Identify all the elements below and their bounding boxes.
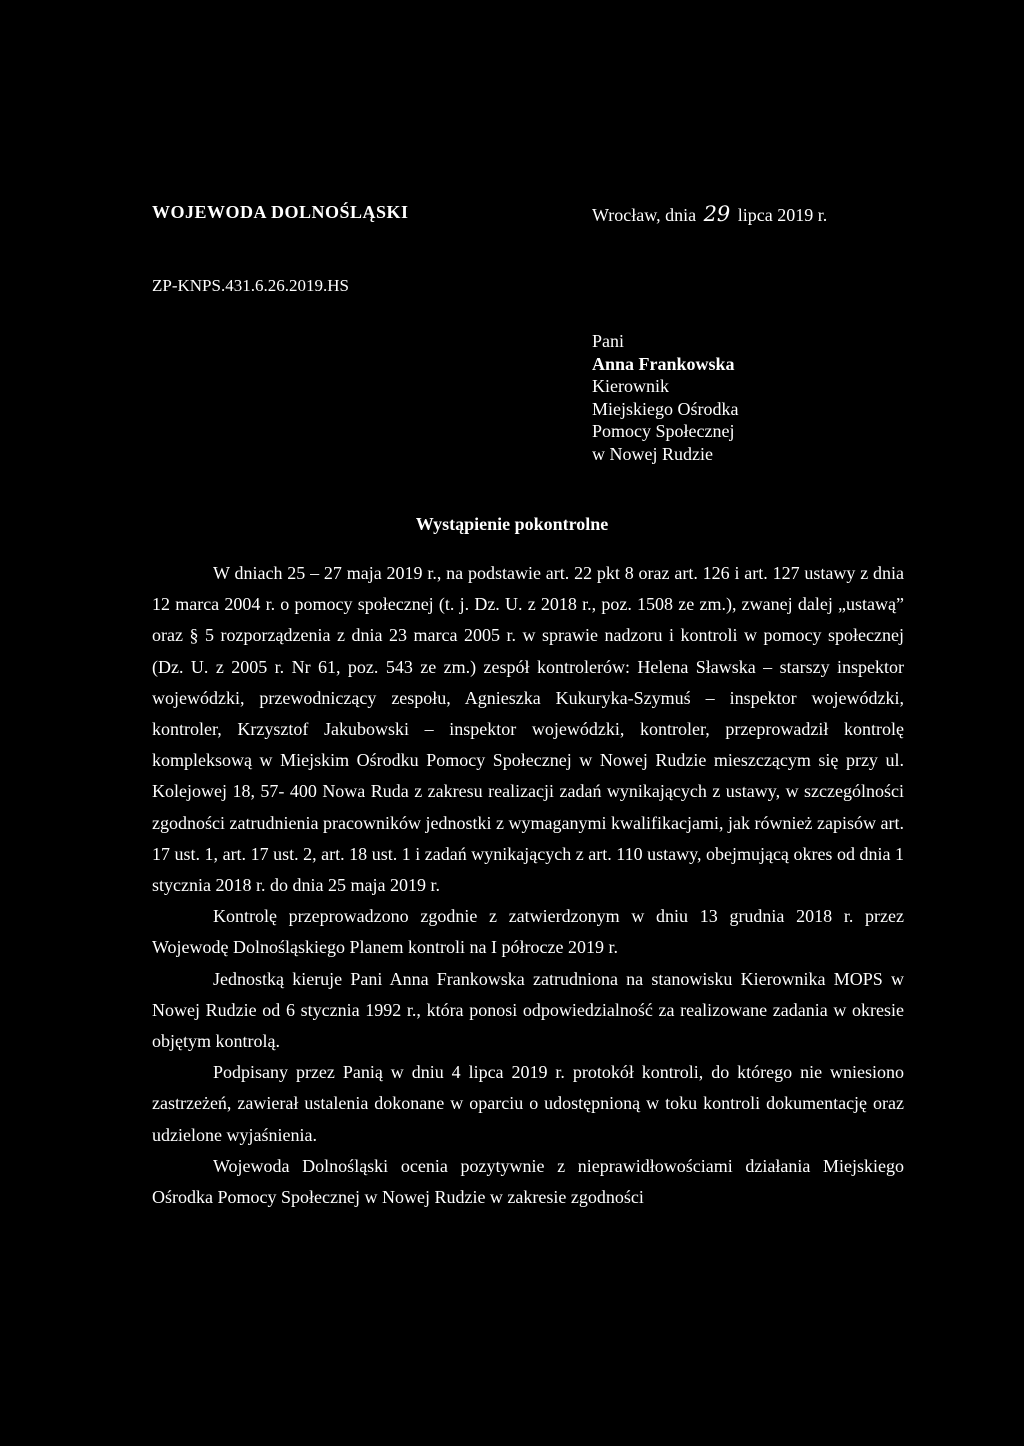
body-paragraph: Wojewoda Dolnośląski ocenia pozytywnie z nieprawidłowościami działania Miejskiego Ośrodka Pomocy Społecznej w Nowej Rudzie w zakresie zgodności (152, 1155, 904, 1208)
addressee-line: Pomocy Społecznej (592, 421, 735, 441)
handwritten-day: 29 (703, 202, 731, 226)
addressee-salutation: Pani (592, 331, 625, 351)
addressee-block (592, 330, 738, 465)
body-paragraph: Jednostką kieruje Pani Anna Frankowska zatrudniona na stanowisku Kierownika MOPS w Nowej Rudzie od 6 stycznia 1992 r., która ponosi odpowiedzialność za realizowane zadania w okresie objętym kontrolą. (152, 968, 904, 1052)
body-paragraph: Kontrolę przeprowadzono zgodnie z zatwierdzonym w dniu 13 grudnia 2018 r. przez Wojewodę Dolnośląskiego Planem kontroli na I półrocze 2019 r. (152, 906, 904, 958)
body-paragraph: W dniach 25 – 27 maja 2019 r., na podstawie art. 22 pkt 8 oraz art. 126 i art. 127 ustawy z dnia 12 marca 2004 r. o pomocy społecznej (t. j. Dz. U. z 2018 r., poz. 1508 ze zm.), zwanej dalej „ustawą” oraz § 5 rozporządzenia z dnia 23 marca 2005 r. w sprawie nadzoru i kontroli w pomocy społecznej (Dz. U. z 2005 r. Nr 61, poz. 543 ze zm.) zespół kontrolerów: Helena Sławska – starszy inspektor wojewódzki, przewodniczący zespołu, Agnieszka Kukuryka-Szymuś – inspektor wojewódzki, kontroler, Krzysztof Jakubowski – inspektor wojewódzki, kontroler, przeprowadził kontrolę kompleksową w Miejskim Ośrodku Pomocy Społecznej w Nowej Rudzie mieszczącym się przy ul. Kolejowej 18, 57- 400 Nowa Ruda z zakresu realizacji zadań wynikających z ustawy, w szczególności zgodności zatrudnienia pracowników jednostki z wymaganymi kwalifikacjami, jak również zapisów art. 17 ust. 1, art. 17 ust. 2, art. 18 ust. 1 i zadań wynikających z art. 110 ustawy, obejmującą okres od dnia 1 stycznia 2018 r. do dnia 25 maja 2019 r. (152, 563, 904, 896)
addressee-line: Miejskiego Ośrodka (592, 398, 739, 419)
date-suffix: lipca 2019 r. (737, 205, 828, 225)
addressee-name: Anna Frankowska (592, 353, 735, 374)
body-paragraph: Podpisany przez Panią w dniu 4 lipca 2019 r. protokół kontroli, do którego nie wniesiono zastrzeżeń, zawierał ustalenia dokonane w oparciu o udostępnioną w toku kontroli dokumentację oraz udzielone wyjaśnienia. (152, 1062, 904, 1145)
document-title: Wystąpienie pokontrolne (415, 514, 609, 534)
addressee-line: w Nowej Rudzie (592, 443, 713, 464)
date-prefix: Wrocław, dnia (592, 205, 697, 225)
addressee-line: Kierownik (592, 376, 669, 396)
reference-number: ZP-KNPS.431.6.26.2019.HS (152, 276, 349, 295)
issuing-authority: WOJEWODA DOLNOŚLĄSKI (152, 202, 409, 222)
date-line (592, 202, 827, 226)
document-body (152, 558, 904, 1213)
